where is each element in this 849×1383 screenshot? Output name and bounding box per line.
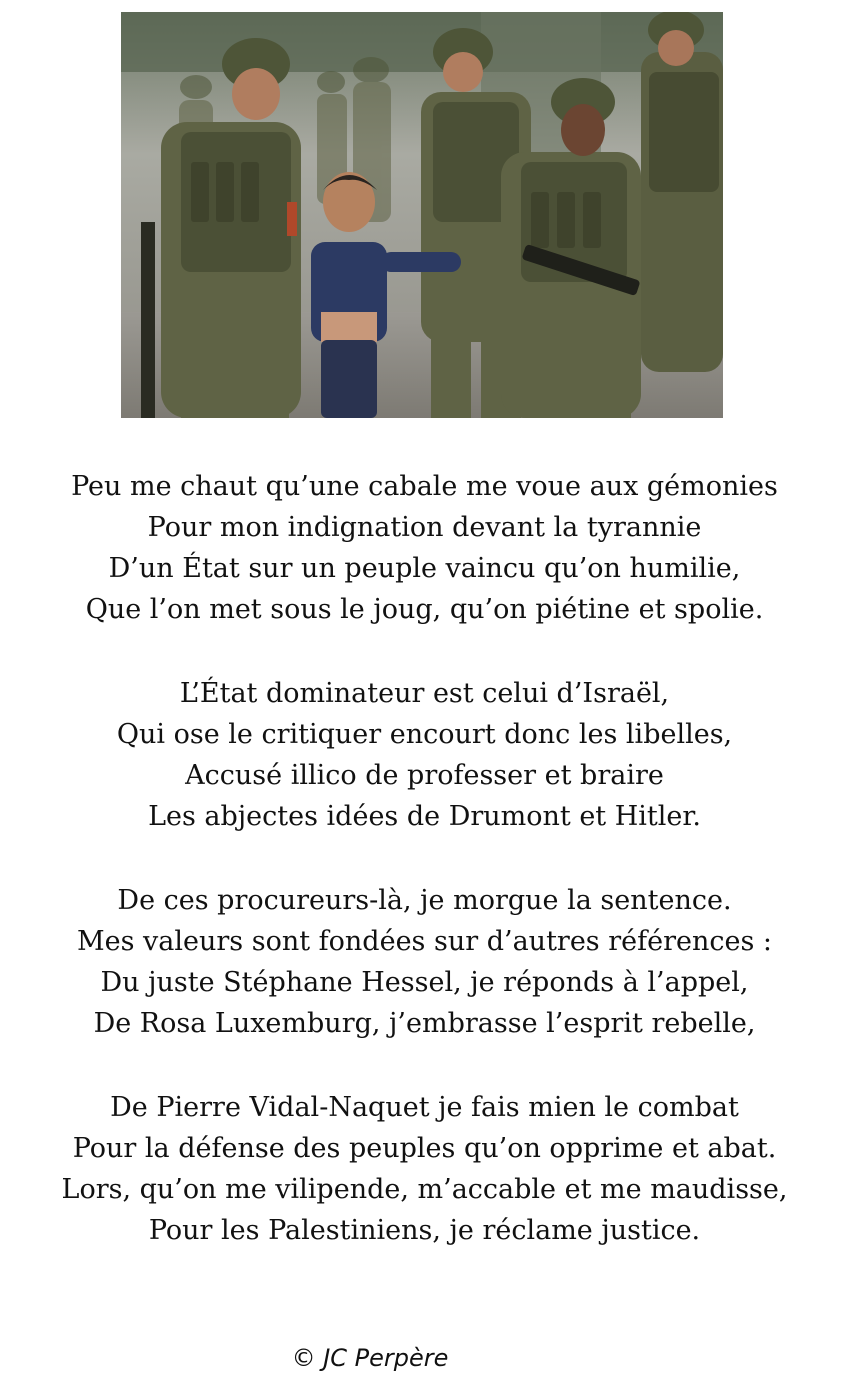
stanza-4 xyxy=(0,1087,849,1251)
poem-line: Pour mon indignation devant la tyrannie xyxy=(147,512,702,543)
poem-line: De Pierre Vidal-Naquet je fais mien le combat xyxy=(110,1092,739,1123)
poem-line: Pour la défense des peuples qu’on opprime et abat. xyxy=(72,1133,777,1164)
poem-line: De ces procureurs-là, je morgue la sentence. xyxy=(117,885,732,916)
poem-line: Lors, qu’on me vilipende, m’accable et me maudisse, xyxy=(61,1174,788,1205)
poem-line: Peu me chaut qu’une cabale me voue aux gémonies xyxy=(71,471,778,502)
poem-line: Qui ose le critiquer encourt donc les libelles, xyxy=(116,719,733,750)
poem xyxy=(0,466,849,1251)
poem-line: Mes valeurs sont fondées sur d’autres références : xyxy=(76,926,773,957)
photo-soldiers-and-child xyxy=(121,12,723,418)
poem-line: Accusé illico de professer et braire xyxy=(185,760,664,791)
stanza-2 xyxy=(0,673,849,837)
poem-line: L’État dominateur est celui d’Israël, xyxy=(179,678,670,709)
poem-line: Pour les Palestiniens, je réclame justice. xyxy=(148,1215,701,1246)
poem-line: De Rosa Luxemburg, j’embrasse l’esprit rebelle, xyxy=(93,1008,756,1039)
stanza-1 xyxy=(0,466,849,630)
poem-line: Les abjectes idées de Drumont et Hitler. xyxy=(148,801,701,832)
stanza-3 xyxy=(0,880,849,1044)
copyright-signature: © JC Perpère xyxy=(291,1344,449,1372)
poem-line: Du juste Stéphane Hessel, je réponds à l’appel, xyxy=(100,967,749,998)
poem-line: D’un État sur un peuple vaincu qu’on humilie, xyxy=(108,553,741,584)
poem-line: Que l’on met sous le joug, qu’on piétine et spolie. xyxy=(85,594,764,625)
photograph xyxy=(121,12,723,418)
